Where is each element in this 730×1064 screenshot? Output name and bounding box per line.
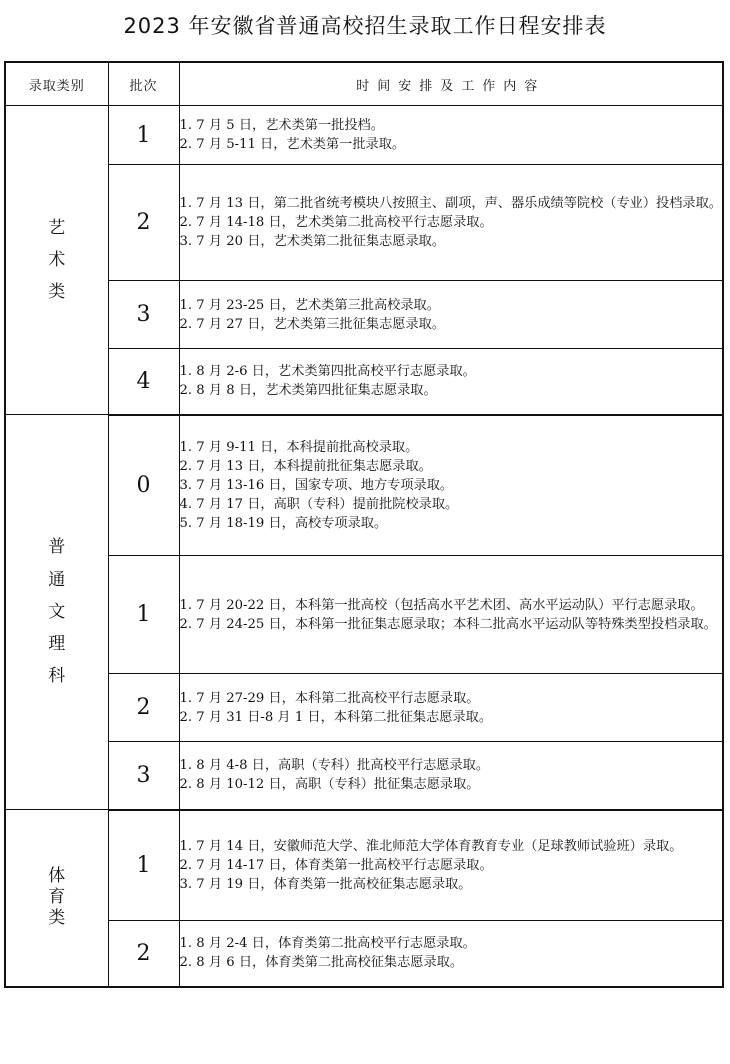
batch-cell: 3 xyxy=(108,742,179,810)
schedule-line: 3. 7 月 19 日，体育类第一批高校征集志愿录取。 xyxy=(179,876,472,892)
schedule-line: 2. 7 月 27 日，艺术类第三批征集志愿录取。 xyxy=(179,316,446,332)
content-cell xyxy=(179,281,723,349)
category-char: 科 xyxy=(48,666,66,687)
header-row xyxy=(5,62,723,106)
schedule-line: 2. 8 月 6 日，体育类第二批高校征集志愿录取。 xyxy=(179,955,464,971)
category-char: 文 xyxy=(48,601,66,622)
category-label xyxy=(6,531,108,692)
table-row xyxy=(5,281,723,349)
category-char: 类 xyxy=(48,282,66,303)
table-row xyxy=(5,349,723,415)
category-label xyxy=(6,866,108,930)
schedule-line: 2. 7 月 24-25 日，本科第一批征集志愿录取；本科二批高水平运动队等特殊类型投档录取。 xyxy=(179,616,717,632)
schedule-line: 5. 7 月 18-19 日，高校专项录取。 xyxy=(179,515,388,531)
table-row xyxy=(5,674,723,742)
schedule-line: 2. 7 月 31 日-8 月 1 日，本科第二批征集志愿录取。 xyxy=(179,709,493,725)
schedule-line: 2. 7 月 5-11 日，艺术类第一批录取。 xyxy=(179,137,406,152)
table-row xyxy=(5,742,723,810)
schedule-line: 1. 7 月 27-29 日，本科第二批高校平行志愿录取。 xyxy=(179,690,480,706)
schedule-line: 3. 7 月 13-16 日，国家专项、地方专项录取。 xyxy=(179,477,454,493)
category-label xyxy=(6,212,108,309)
schedule-line: 1. 7 月 13 日，第二批省统考模块八按照主、副项，声、器乐成绩等院校（专业）投档录取。 xyxy=(179,196,722,211)
table-row xyxy=(5,921,723,987)
category-char: 术 xyxy=(48,249,66,270)
category-char: 育 xyxy=(48,887,66,908)
header-batch: 批次 xyxy=(108,62,179,106)
category-char: 理 xyxy=(48,634,66,655)
content-cell xyxy=(179,742,723,810)
schedule-table xyxy=(4,61,724,988)
batch-cell: 2 xyxy=(108,165,179,281)
schedule-line: 1. 7 月 14 日，安徽师范大学、淮北师范大学体育教育专业（足球教师试验班）录取。 xyxy=(179,838,683,854)
header-content: 时间安排及工作内容 xyxy=(179,62,723,106)
table-row xyxy=(5,556,723,674)
category-cell-general xyxy=(5,415,108,810)
batch-cell: 1 xyxy=(108,810,179,921)
table-row xyxy=(5,415,723,556)
batch-cell: 2 xyxy=(108,674,179,742)
category-char: 艺 xyxy=(48,217,66,238)
schedule-line: 2. 7 月 14-18 日，艺术类第二批高校平行志愿录取。 xyxy=(179,215,493,230)
header-category: 录取类别 xyxy=(5,62,108,106)
category-char: 普 xyxy=(48,537,66,558)
schedule-line: 1. 7 月 9-11 日，本科提前批高校录取。 xyxy=(179,439,419,455)
schedule-line: 1. 8 月 2-4 日，体育类第二批高校平行志愿录取。 xyxy=(179,936,476,952)
schedule-line: 2. 8 月 10-12 日，高职（专科）批征集志愿录取。 xyxy=(179,777,480,793)
batch-cell: 4 xyxy=(108,349,179,415)
schedule-line: 3. 7 月 20 日，艺术类第二批征集志愿录取。 xyxy=(179,234,446,249)
batch-cell: 1 xyxy=(108,556,179,674)
table-row xyxy=(5,810,723,921)
content-cell xyxy=(179,556,723,674)
content-cell xyxy=(179,106,723,165)
content-cell xyxy=(179,415,723,556)
content-cell xyxy=(179,165,723,281)
batch-cell: 1 xyxy=(108,106,179,165)
batch-cell: 3 xyxy=(108,281,179,349)
table-row xyxy=(5,106,723,165)
schedule-line: 1. 7 月 5 日，艺术类第一批投档。 xyxy=(179,118,384,133)
category-char: 体 xyxy=(48,865,66,886)
schedule-line: 2. 7 月 13 日，本科提前批征集志愿录取。 xyxy=(179,458,432,474)
schedule-line: 1. 7 月 23-25 日，艺术类第三批高校录取。 xyxy=(179,297,440,313)
schedule-line: 2. 8 月 8 日，艺术类第四批征集志愿录取。 xyxy=(179,383,437,399)
batch-cell: 2 xyxy=(108,921,179,987)
table-row xyxy=(5,165,723,281)
content-cell xyxy=(179,674,723,742)
schedule-body xyxy=(5,106,723,987)
schedule-line: 1. 8 月 4-8 日，高职（专科）批高校平行志愿录取。 xyxy=(179,758,490,774)
page-title: 2023 年安徽省普通高校招生录取工作日程安排表 xyxy=(123,14,607,38)
category-char: 通 xyxy=(48,569,66,590)
schedule-line: 1. 8 月 2-6 日，艺术类第四批高校平行志愿录取。 xyxy=(179,364,476,380)
category-cell-art xyxy=(5,106,108,415)
category-char: 类 xyxy=(48,908,66,929)
schedule-line: 1. 7 月 20-22 日，本科第一批高校（包括高水平艺术团、高水平运动队）平行志愿录取。 xyxy=(179,597,704,613)
category-cell-sports xyxy=(5,810,108,987)
batch-cell: 0 xyxy=(108,415,179,556)
schedule-line: 2. 7 月 14-17 日，体育类第一批高校平行志愿录取。 xyxy=(179,857,493,873)
content-cell xyxy=(179,349,723,415)
schedule-line: 4. 7 月 17 日，高职（专科）提前批院校录取。 xyxy=(179,496,459,512)
content-cell xyxy=(179,921,723,987)
content-cell xyxy=(179,810,723,921)
